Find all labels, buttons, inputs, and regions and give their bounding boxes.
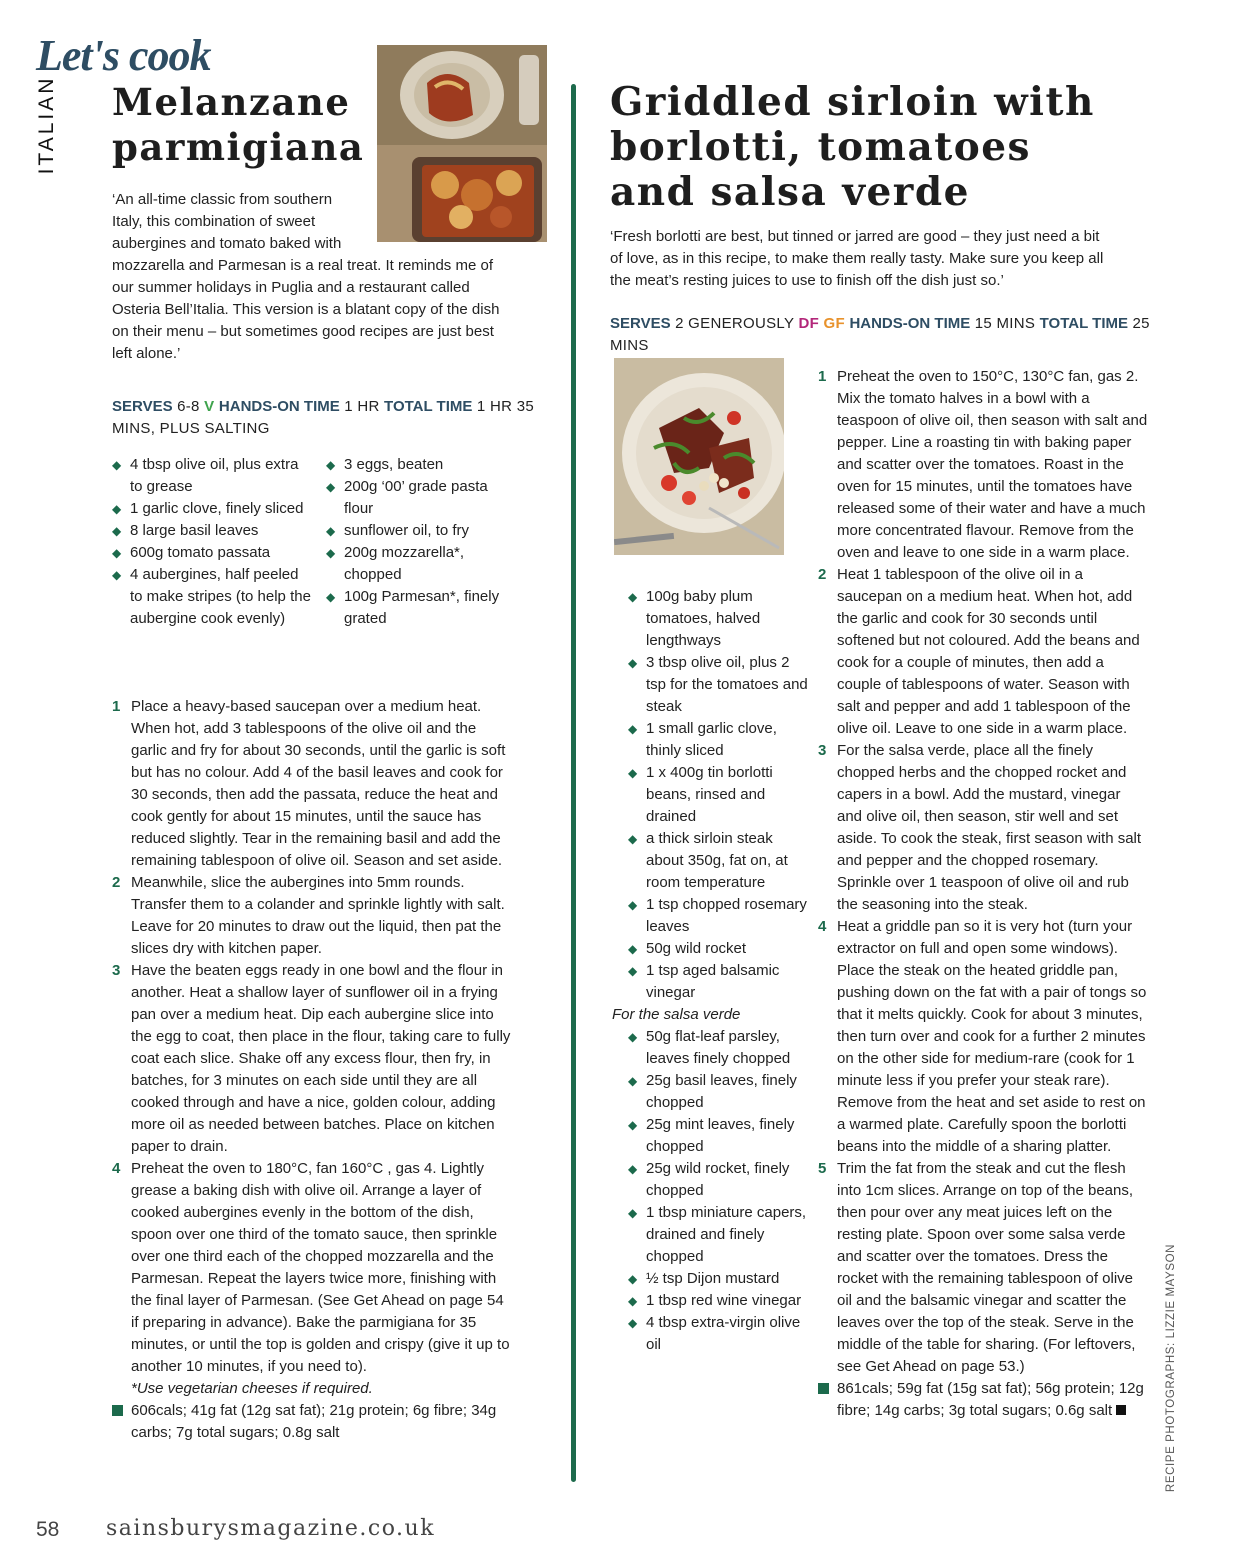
salsa-verde-heading: For the salsa verde <box>612 1006 741 1023</box>
method-step: 4 Heat a griddle pan so it is very hot (turn your extractor on full and open some windows). Place the steak on the heated griddle pan, pushing down on the fat with a pair of tongs so that it melts quickly. Cook for about 3 minutes, then turn over and cook for a further 2 minutes on the other side for medium-rare (cook for 1 minute less if you prefer your steak rare). Remove from the heat and set aside to rest on a warmed plate. Carefully spoon the borlotti beans into the middle of a sharing platter. <box>818 918 1147 1155</box>
recipe2-ingredients <box>628 586 808 1004</box>
magazine-url: sainsburysmagazine.co.uk <box>106 1516 436 1541</box>
recipe1-ingredients-col2 <box>326 454 506 630</box>
ingredient-item: ◆ 1 small garlic clove, thinly sliced <box>628 718 808 762</box>
ingredient-item: ◆ 600g tomato passata <box>112 542 312 564</box>
photo-credit: RECIPE PHOTOGRAPHS: LIZZIE MAYSON <box>1165 1243 1177 1492</box>
recipe1-title: Melanzane parmigiana <box>112 80 365 169</box>
method-step: 5 Trim the fat from the steak and cut the flesh into 1cm slices. Arrange on top of the beans, then pour over any meat juices left on the resting plate. Spoon over some salsa verde and scatter over the tomatoes. Dress the rocket with the remaining tablespoon of olive oil and the balsamic vinegar and scatter the leaves over the top of the steak. Serve in the middle of the table for sharing. (For leftovers, see Get Ahead on page 53.) <box>818 1160 1136 1375</box>
salsa-verde-ingredients <box>628 1026 808 1356</box>
sirloin-photo <box>614 358 784 555</box>
method-step: 1 Preheat the oven to 150°C, 130°C fan, gas 2. Mix the tomato halves in a bowl with a teaspoon of olive oil, then season with salt and pepper. Line a roasting tin with baking paper and scatter over the tomatoes. Roast in the oven for 15 minutes, until the tomatoes have released some of their water and have a much more concentrated flavour. Remove from the oven and leave to one side in a warm place. <box>818 368 1148 561</box>
ingredient-item: ◆ 25g basil leaves, finely chopped <box>628 1070 808 1114</box>
ingredient-item: ◆ 1 x 400g tin borlotti beans, rinsed and drained <box>628 762 808 828</box>
method-step: 2 Heat 1 tablespoon of the olive oil in a saucepan on a medium heat. When hot, add the garlic and cook for 30 seconds until softened but not coloured. Add the beans and cook for a couple of minutes, then add a couple of tablespoons of water. Season with salt and pepper and add 1 tablespoon of the olive oil. Leave to one side in a warm place. <box>818 566 1140 737</box>
recipe1-ingredients-col1 <box>112 454 312 630</box>
recipe2-method <box>818 366 1148 1422</box>
method-step: 4 Preheat the oven to 180°C, fan 160°C , gas 4. Lightly grease a baking dish with olive oil. Arrange a layer of cooked aubergines evenly in the bottom of the dish, spoon over one third of the tomato sauce, then sprinkle over one third each of the chopped mozzarella and the Parmesan. Repeat the layers twice more, finishing with the final layer of Parmesan. (See Get Ahead on page 54 if preparing in advance). Bake the parmigiana for 35 minutes, or until the top is golden and crispy (give it up to another 10 minutes, if you need to). <box>112 1160 510 1375</box>
end-mark-icon <box>1116 1405 1126 1415</box>
ingredient-item: ◆ ½ tsp Dijon mustard <box>628 1268 808 1290</box>
gluten-free-badge: GF <box>823 315 845 332</box>
ingredient-item: ◆ 1 tsp chopped rosemary leaves <box>628 894 808 938</box>
recipe1-intro: ‘An all-time classic from southern Italy, this combination of sweet aubergines and tomato baked with mozzarella and Parmesan is a real treat. It reminds me of our summer holidays in Puglia and a restaurant called Osteria Bell’Italia. This version is a blatant copy of the dish on their menu – but sometimes good recipes are just best left alone.’ <box>112 191 500 362</box>
method-step: 2 Meanwhile, slice the aubergines into 5mm rounds. Transfer them to a colander and sprinkle lightly with salt. Leave for 20 minutes to draw out the liquid, then pat the slices dry with kitchen paper. <box>112 874 505 957</box>
ingredient-item: ◆ 1 tbsp miniature capers, drained and finely chopped <box>628 1202 808 1268</box>
ingredient-item: ◆ sunflower oil, to fry <box>326 520 506 542</box>
lets-cook-kicker: Let's cook <box>36 31 211 80</box>
ingredient-item: ◆ 100g Parmesan*, finely grated <box>326 586 506 630</box>
ingredient-item: ◆ 50g wild rocket <box>628 938 808 960</box>
dairy-free-badge: DF <box>798 315 820 332</box>
ingredient-item: ◆ 1 tsp aged balsamic vinegar <box>628 960 808 1004</box>
vegetarian-note: *Use vegetarian cheeses if required. <box>131 1380 373 1397</box>
ingredient-item: ◆ 50g flat-leaf parsley, leaves finely chopped <box>628 1026 808 1070</box>
column-divider <box>571 84 576 1482</box>
ingredient-item: ◆ 25g wild rocket, finely chopped <box>628 1158 808 1202</box>
ingredient-item: ◆ a thick sirloin steak about 350g, fat on, at room temperature <box>628 828 808 894</box>
ingredient-item: ◆ 1 tbsp red wine vinegar <box>628 1290 808 1312</box>
nutrition-square-icon <box>818 1383 829 1394</box>
ingredient-item: ◆ 8 large basil leaves <box>112 520 312 542</box>
method-step: 1 Place a heavy-based saucepan over a medium heat. When hot, add 3 tablespoons of the olive oil and the garlic and fry for about 30 seconds, until the garlic is soft but has no colour. Add 4 of the basil leaves and cook for 30 seconds, then add the passata, reduce the heat and cook gently for about 15 minutes, until the sauce has reduced slightly. Tear in the remaining basil and add the remaining tablespoon of olive oil. Season and set aside. <box>112 698 506 869</box>
method-step: 3 For the salsa verde, place all the finely chopped herbs and the chopped rocket and capers in a bowl. Add the mustard, vinegar and olive oil, then season, stir well and set aside. To cook the steak, first season with salt and pepper and the chopped rosemary. Sprinkle over 1 teaspoon of olive oil and rub the seasoning into the steak. <box>818 742 1142 913</box>
recipe2-nutrition: 861cals; 59g fat (15g sat fat); 56g protein; 12g fibre; 14g carbs; 3g total sugars; 0.6g salt <box>818 1378 1148 1422</box>
vegetarian-badge: V <box>204 398 215 415</box>
method-step: 3 Have the beaten eggs ready in one bowl and the flour in another. Heat a shallow layer of sunflower oil in a frying pan over a medium heat. Dip each aubergine slice into the egg to coat, then place in the flour, taking care to fully coat each slice. Shake off any excess flour, then fry, in batches, for 3 minutes on each side until they are all cooked through and have a nice, golden colour, adding more oil as needed between batches. Place on kitchen paper to drain. <box>112 962 511 1155</box>
recipe1-method <box>112 696 512 1444</box>
ingredient-item: ◆ 4 tbsp olive oil, plus extra to grease <box>112 454 312 498</box>
recipe2-meta: SERVES 2 GENEROUSLY DF GF HANDS-ON TIME 15 MINS TOTAL TIME 25 MINS <box>610 315 1150 354</box>
ingredient-item: ◆ 1 garlic clove, finely sliced <box>112 498 312 520</box>
ingredient-item: ◆ 4 tbsp extra-virgin olive oil <box>628 1312 808 1356</box>
ingredient-item: ◆ 200g mozzarella*, chopped <box>326 542 506 586</box>
recipe1-nutrition: 606cals; 41g fat (12g sat fat); 21g protein; 6g fibre; 34g carbs; 7g total sugars; 0.8g salt <box>112 1400 512 1444</box>
page-number: 58 <box>36 1518 60 1541</box>
section-label: ITALIAN <box>35 75 58 175</box>
recipe2-intro: ‘Fresh borlotti are best, but tinned or jarred are good – they just need a bit of love, as in this recipe, to make them really tasty. Make sure you keep all the meat’s resting juices to use to finish off the dish just so.’ <box>610 228 1104 289</box>
ingredient-item: ◆ 4 aubergines, half peeled to make stripes (to help the aubergine cook evenly) <box>112 564 312 630</box>
ingredient-item: ◆ 3 eggs, beaten <box>326 454 506 476</box>
nutrition-square-icon <box>112 1405 123 1416</box>
ingredient-item: ◆ 100g baby plum tomatoes, halved lengthways <box>628 586 808 652</box>
recipe1-meta: SERVES 6-8 V HANDS-ON TIME 1 HR TOTAL TIME 1 HR 35 MINS, PLUS SALTING <box>112 398 534 437</box>
ingredient-item: ◆ 3 tbsp olive oil, plus 2 tsp for the tomatoes and steak <box>628 652 808 718</box>
recipe2-title: Griddled sirloin with borlotti, tomatoes and salsa verde <box>610 79 1095 215</box>
ingredient-item: ◆ 25g mint leaves, finely chopped <box>628 1114 808 1158</box>
ingredient-item: ◆ 200g ‘00’ grade pasta flour <box>326 476 506 520</box>
